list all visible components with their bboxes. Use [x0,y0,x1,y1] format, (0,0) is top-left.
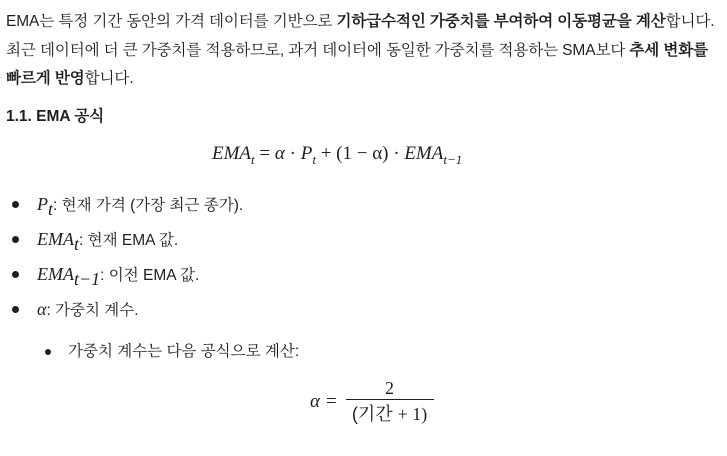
bullet-text: : 이전 EMA 값. [100,267,200,284]
formula-dot-1: · [284,143,301,164]
bullet-symbol: EMA [37,264,74,284]
bullet-text: : 현재 EMA 값. [79,232,179,249]
section-heading: 1.1. EMA 공식 [6,108,105,125]
bullet-symbol-sub: t−1 [73,269,101,289]
alpha-formula [310,377,434,427]
bullet-price [37,192,243,218]
formula-price: P [300,143,313,164]
bullet-alpha [37,297,139,323]
intro-bold-1: 기하급수적인 가중치를 부여하여 이동평균을 계산 [336,13,666,30]
alpha-formula-lhs: α = [310,391,338,412]
sub-bullet-alpha-calc: 가중치 계수는 다음 공식으로 계산: [68,343,300,360]
bullet-symbol-sub: t [48,199,54,219]
bullet-current-ema [37,227,178,253]
formula-lhs: EMA [212,143,252,164]
bullet-dot [12,306,19,313]
bullet-previous-ema [37,262,199,288]
bullet-symbol: P [37,194,48,214]
formula-price-sub: t [312,152,316,167]
sub-bullet-dot [45,349,51,355]
bullet-text: : 가중치 계수. [46,302,139,319]
alpha-fraction [346,377,434,427]
alpha-numerator: 2 [385,378,395,398]
formula-rhs: EMA [404,143,444,164]
intro-bold-2: 추세 변화를 빠르게 반영 [6,41,708,87]
bullet-dot [12,201,19,208]
formula-lhs-sub: t [251,152,255,167]
bullet-dot [12,236,19,243]
formula-plus: + [315,143,337,164]
formula-alpha: α [274,143,285,164]
denominator-suffix: + 1) [397,404,428,424]
formula-paren: (1 − α) [336,143,389,164]
formula-dot-2: · [388,143,405,164]
bullet-text: : 현재 가격 (가장 최근 종가). [53,197,244,214]
denominator-prefix: (기간 [351,404,398,424]
alpha-denominator [352,400,427,427]
formula-rhs-sub: t−1 [443,152,463,167]
bullet-symbol: α [37,299,47,319]
intro-text-2: 합니다. 최근 데이터에 더 큰 가중치를 적용하므로, 과거 데이터에 동일한 가중치를 적용하는 SMA보다 [6,13,715,59]
intro-text-1: EMA는 특정 기간 동안의 가격 데이터를 기반으로 [6,13,337,30]
intro-paragraph [6,8,718,94]
bullet-dot [12,271,19,278]
bullet-symbol: EMA [37,229,74,249]
intro-text-3: 합니다. [84,70,134,87]
bullet-symbol-sub: t [73,234,79,254]
ema-formula [212,143,462,165]
formula-eq: = [254,143,275,164]
